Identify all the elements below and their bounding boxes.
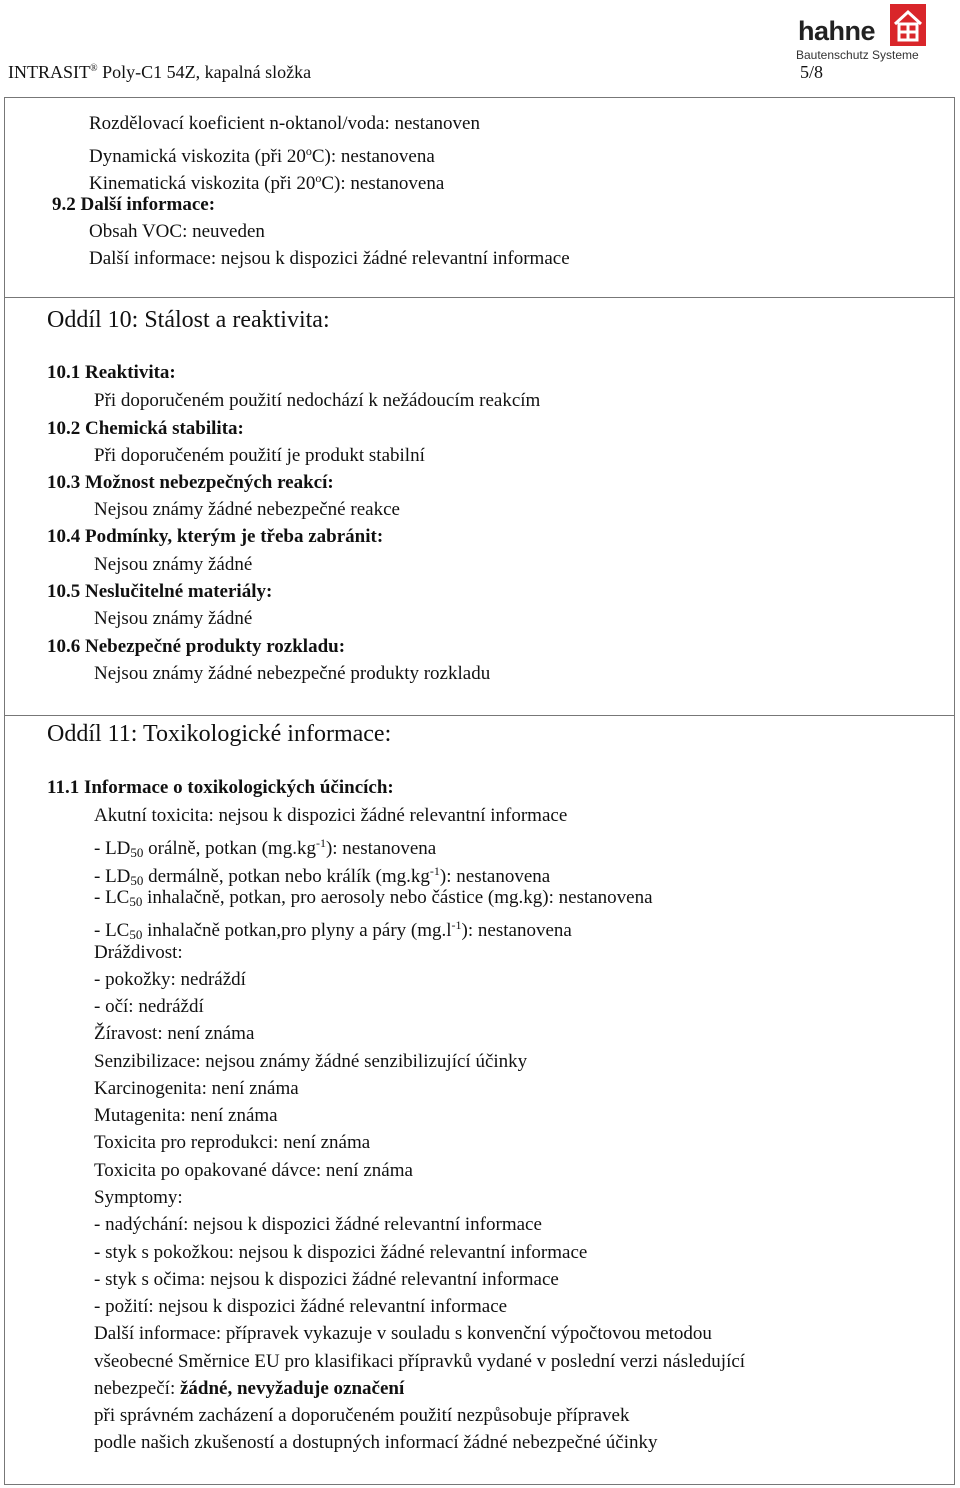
irritation-heading: Dráždivost:: [94, 942, 183, 963]
section-11-title: Oddíl 11: Toxikologické informace:: [47, 721, 392, 747]
subsection-10-5-heading: 10.5 Neslučitelné materiály:: [47, 581, 273, 602]
logo-subtitle: Bautenschutz Systeme: [796, 48, 919, 62]
house-logo-icon: [890, 4, 926, 46]
eye-irritation: - očí: nedráždí: [94, 996, 204, 1017]
repeated-dose-toxicity: Toxicita po opakované dávce: není známa: [94, 1160, 413, 1181]
further-info-line-1: Další informace: přípravek vykazuje v souladu s konvenční výpočtovou metodou: [94, 1323, 712, 1344]
page-number: 5/8: [800, 62, 824, 82]
subsection-10-3-heading: 10.3 Možnost nebezpečných reakcí:: [47, 472, 334, 493]
logo-wordmark: hahne: [798, 16, 876, 46]
hazardous-reactions-text: Nejsou známy žádné nebezpečné reakce: [94, 499, 400, 520]
subsection-9-2-heading: 9.2 Další informace:: [52, 194, 216, 215]
section-separator: [4, 715, 955, 716]
conditions-to-avoid-text: Nejsou známy žádné: [94, 554, 253, 575]
section-10-title: Oddíl 10: Stálost a reaktivita:: [47, 307, 330, 333]
subsection-10-4-heading: 10.4 Podmínky, kterým je třeba zabránit:: [47, 526, 384, 547]
sensitization: Senzibilizace: nejsou známy žádné senzibilizující účinky: [94, 1051, 528, 1072]
subsection-10-2-heading: 10.2 Chemická stabilita:: [47, 418, 244, 439]
lc50-aerosol: - $LC_{50}$ inhalačně, potkan, pro aerosoly nebo částice (mg.kg): nestanovena: [94, 887, 653, 909]
further-info-line-5: podle našich zkušeností a dostupných informací žádné nebezpečné účinky: [94, 1432, 658, 1453]
reproductive-toxicity: Toxicita pro reprodukci: není známa: [94, 1132, 371, 1153]
subsection-10-6-heading: 10.6 Nebezpečné produkty rozkladu:: [47, 636, 346, 657]
symptom-skin-contact: - styk s pokožkou: nejsou k dispozici žádné relevantní informace: [94, 1242, 588, 1263]
dynamic-viscosity: Dynamická viskozita (při 20$^o$C): nestanovena: [89, 144, 435, 167]
subsection-11-1-heading: 11.1 Informace o toxikologických účincích:: [47, 777, 394, 798]
further-info-line-2: všeobecné Směrnice EU pro klasifikaci přípravků vydané v poslední verzi následující: [94, 1351, 746, 1372]
carcinogenicity: Karcinogenita: není známa: [94, 1078, 299, 1099]
symptom-eye-contact: - styk s očima: nejsou k dispozici žádné relevantní informace: [94, 1269, 559, 1290]
section-separator: [4, 297, 955, 298]
symptoms-heading: Symptomy:: [94, 1187, 183, 1208]
symptom-inhalation: - nadýchání: nejsou k dispozici žádné relevantní informace: [94, 1214, 542, 1235]
subsection-10-1-heading: 10.1 Reaktivita:: [47, 362, 176, 383]
decomposition-products-text: Nejsou známy žádné nebezpečné produkty rozkladu: [94, 663, 491, 684]
further-info-line-4: při správném zacházení a doporučeném použití nezpůsobuje přípravek: [94, 1405, 630, 1426]
acute-toxicity: Akutní toxicita: nejsou k dispozici žádné relevantní informace: [94, 805, 568, 826]
document-title: [8, 62, 311, 83]
reactivity-text: Při doporučeném použití nedochází k nežádoucím reakcím: [94, 390, 541, 411]
lc50-gas: - $LC_{50}$ inhalačně potkan,pro plyny a páry $(mg.l^{-1})$: nestanovena: [94, 918, 572, 942]
partition-coefficient: Rozdělovací koeficient n-oktanol/voda: nestanoven: [89, 113, 480, 134]
registered-mark: ®: [90, 63, 98, 74]
stability-text: Při doporučeném použití je produkt stabilní: [94, 445, 425, 466]
other-information: Další informace: nejsou k dispozici žádné relevantní informace: [89, 248, 570, 269]
symptom-ingestion: - požití: nejsou k dispozici žádné relevantní informace: [94, 1296, 508, 1317]
company-logo: [790, 2, 930, 62]
title-rest: Poly-C1 54Z, kapalná složka: [97, 62, 312, 82]
title-product: INTRASIT: [8, 62, 90, 82]
skin-irritation: - pokožky: nedráždí: [94, 969, 246, 990]
ld50-dermal: - $LD_{50}$ dermálně, potkan nebo králík $(mg.kg^{-1})$: nestanovena: [94, 864, 551, 888]
mutagenicity: Mutagenita: není známa: [94, 1105, 278, 1126]
incompatible-materials-text: Nejsou známy žádné: [94, 608, 253, 629]
ld50-oral: - $LD_{50}$ orálně, potkan $(mg.kg^{-1})$: nestanovena: [94, 836, 437, 860]
voc-content: Obsah VOC: neuveden: [89, 221, 265, 242]
corrosivity: Žíravost: není známa: [94, 1023, 255, 1044]
further-info-line-3: nebezpečí: žádné, nevyžaduje označení: [94, 1378, 405, 1399]
kinematic-viscosity: Kinematická viskozita (při 20$^o$C): nestanovena: [89, 171, 445, 194]
